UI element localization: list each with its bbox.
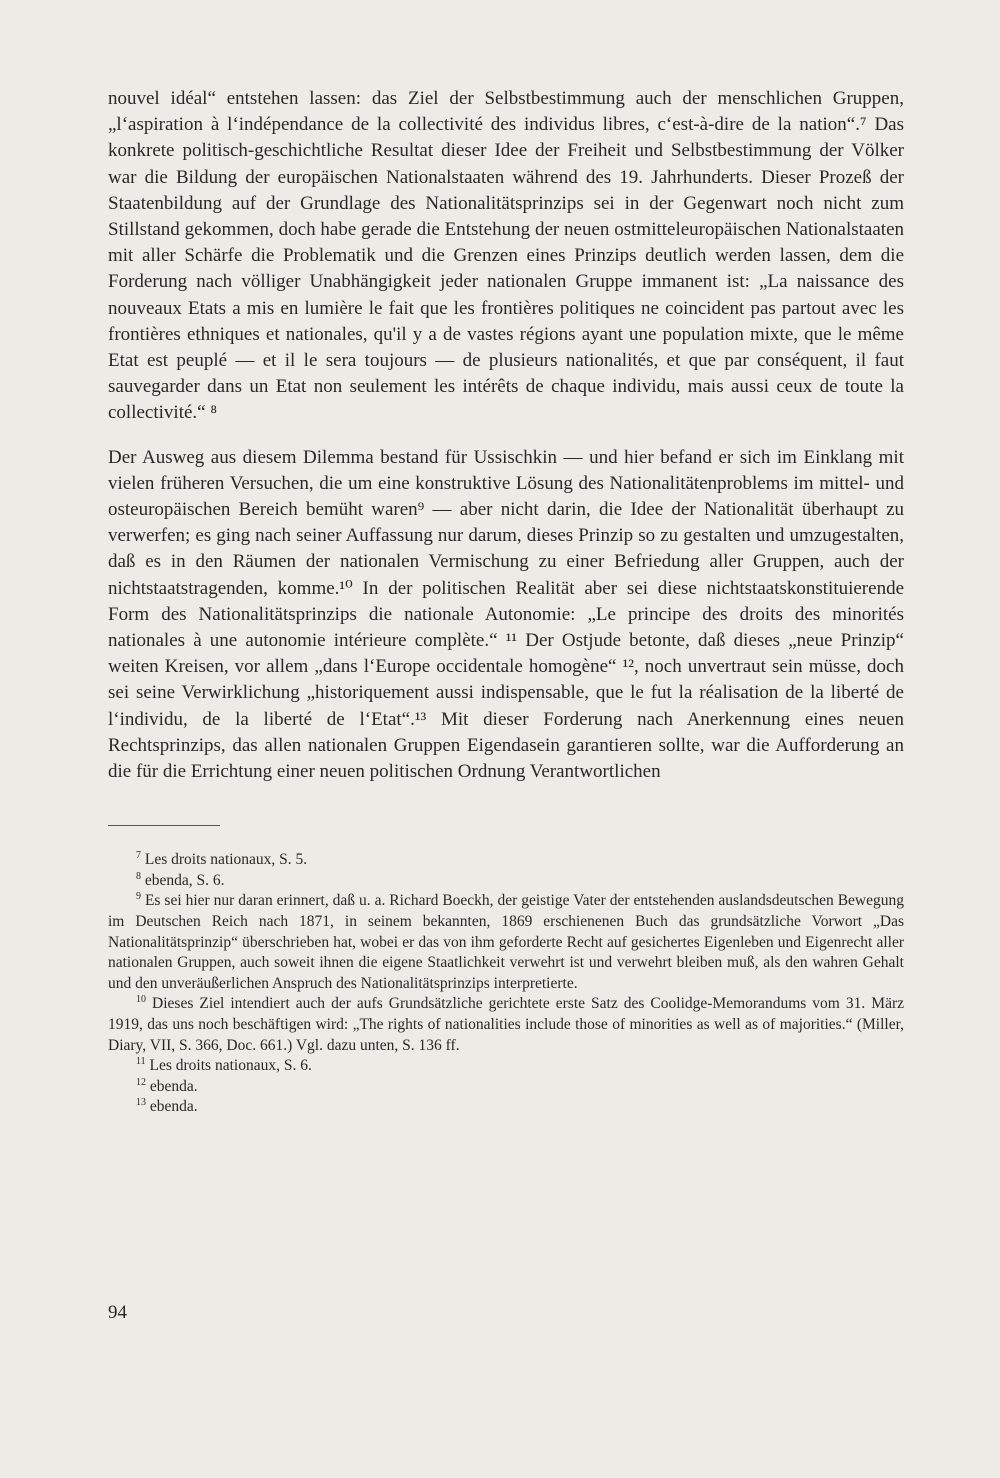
footnotes <box>108 850 904 1118</box>
page-content <box>108 86 904 1118</box>
footnote-text: Dieses Ziel intendiert auch der aufs Grundsätzliche gerichtete erste Satz des Coolidge-Memorandums vom 31. März 1919, das uns noch beschäftigen wird: „The rights of nationalities include those of minorities as well as of majorities.“ (Miller, Diary, VII, S. 366, Doc. 661.) Vgl. dazu unten, S. 136 ff. <box>108 995 904 1054</box>
footnote-10 <box>108 994 904 1056</box>
footnote-number: 12 <box>136 1076 146 1088</box>
footnote-13 <box>108 1097 904 1118</box>
footnote-number: 11 <box>136 1056 146 1068</box>
footnote-8 <box>108 871 904 892</box>
footnote-9 <box>108 891 904 994</box>
footnote-text: ebenda, S. 6. <box>144 871 225 889</box>
footnote-text: ebenda. <box>149 1077 198 1095</box>
footnote-number: 10 <box>136 994 146 1006</box>
footnote-11 <box>108 1056 904 1077</box>
footnote-separator <box>108 825 220 826</box>
footnote-text: Les droits nationaux, S. 6. <box>149 1057 312 1075</box>
footnote-7 <box>108 850 904 871</box>
footnote-text: Les droits nationaux, S. 5. <box>144 851 308 869</box>
footnote-text: ebenda. <box>149 1098 198 1116</box>
footnote-number: 8 <box>136 870 141 882</box>
footnote-number: 7 <box>136 850 141 862</box>
body-paragraph-2: Der Ausweg aus diesem Dilemma bestand für Ussischkin — und hier befand er sich im Einklang mit vielen früheren Versuchen, die um eine konstruktive Lösung des Nationalitätenproblems im mittel- und osteuropäischen Bereich bemüht waren⁹ — aber nicht darin, die Idee der Nationalität überhaupt zu verwerfen; es ging nach seiner Auffassung nur darum, dieses Prinzip so zu gestalten und umzugestalten, daß es in den Räumen der nationalen Vermischung zu einer Befriedung aller Gruppen, auch der nichtstaatstragenden, komme.¹⁰ In der politischen Realität aber sei diese nichtstaatskonstituierende Form des Nationalitätsprinzips die nationale Autonomie: „Le principe des droits des minorités nationales à une autonomie intérieure complète.“ ¹¹ Der Ostjude betonte, daß dieses „neue Prinzip“ weiten Kreisen, vor allem „dans l‘Europe occidentale homogène“ ¹², noch unvertraut sein müsse, doch sei seine Verwirklichung „historiquement aussi indispensable, que le fut la réalisation de la liberté de l‘individu, de la liberté de l‘Etat“.¹³ Mit dieser Forderung nach Anerkennung eines neuen Rechtsprinzips, das allen nationalen Gruppen Eigendasein garantieren sollte, war die Aufforderung an die für die Errichtung einer neuen politischen Ordnung Verantwortlichen <box>108 446 904 783</box>
footnote-text: Es sei hier nur daran erinnert, daß u. a. Richard Boeckh, der geistige Vater der entstehenden auslandsdeutschen Bewegung im Deutschen Reich nach 1871, in seinem bekannten, 1869 erschienenen Buch das grundsätzliche Vorwort „Das Nationalitätsprinzip“ überschrieben hat, wobei er das von ihm geforderte Recht auf gesichertes Eigenleben und Eigenrecht aller nationalen Gruppen, auch soweit ihnen die eigene Staatlichkeit verwehrt ist und verwehrt bleiben muß, als den wahren Gehalt und den unveräußerlichen Anspruch des Nationalitätsprinzips interpretierte. <box>108 892 905 992</box>
page-number: 94 <box>108 1302 127 1323</box>
footnote-12 <box>108 1077 904 1098</box>
body-paragraph-1: nouvel idéal“ entstehen lassen: das Ziel der Selbstbestimmung auch der menschlichen Gruppen, „l‘aspiration à l‘indépendance de la collectivité des individus libres, c‘est-à-dire de la nation“.⁷ Das konkrete politisch-geschichtliche Resultat dieser Idee der Freiheit und Selbstbestimmung der Völker war die Bildung der europäischen Nationalstaaten während des 19. Jahrhunderts. Dieser Prozeß der Staatenbildung auf der Grundlage des Nationalitätsprinzips sei in der Gegenwart noch nicht zum Stillstand gekommen, doch habe gerade die Entstehung der neuen ostmitteleuropäischen Nationalstaaten mit aller Schärfe die Problematik und die Grenzen eines Prinzips deutlich werden lassen, dem die Forderung nach völliger Unabhängigkeit jeder nationalen Gruppe immanent ist: „La naissance des nouveaux Etats a mis en lumière le fait que les frontières politiques ne coincident pas partout avec les frontières ethniques et nationales, qu'il y a de vastes régions ayant une population mixte, que le même Etat est peuplé — et il le sera toujours — de plusieurs nationalités, et que par conséquent, il faut sauvegarder dans un Etat non seulement les intérêts de chaque individu, mais aussi ceux de toute la collectivité.“ ⁸ <box>108 88 904 424</box>
footnote-number: 9 <box>136 891 141 903</box>
footnote-number: 13 <box>136 1097 146 1109</box>
